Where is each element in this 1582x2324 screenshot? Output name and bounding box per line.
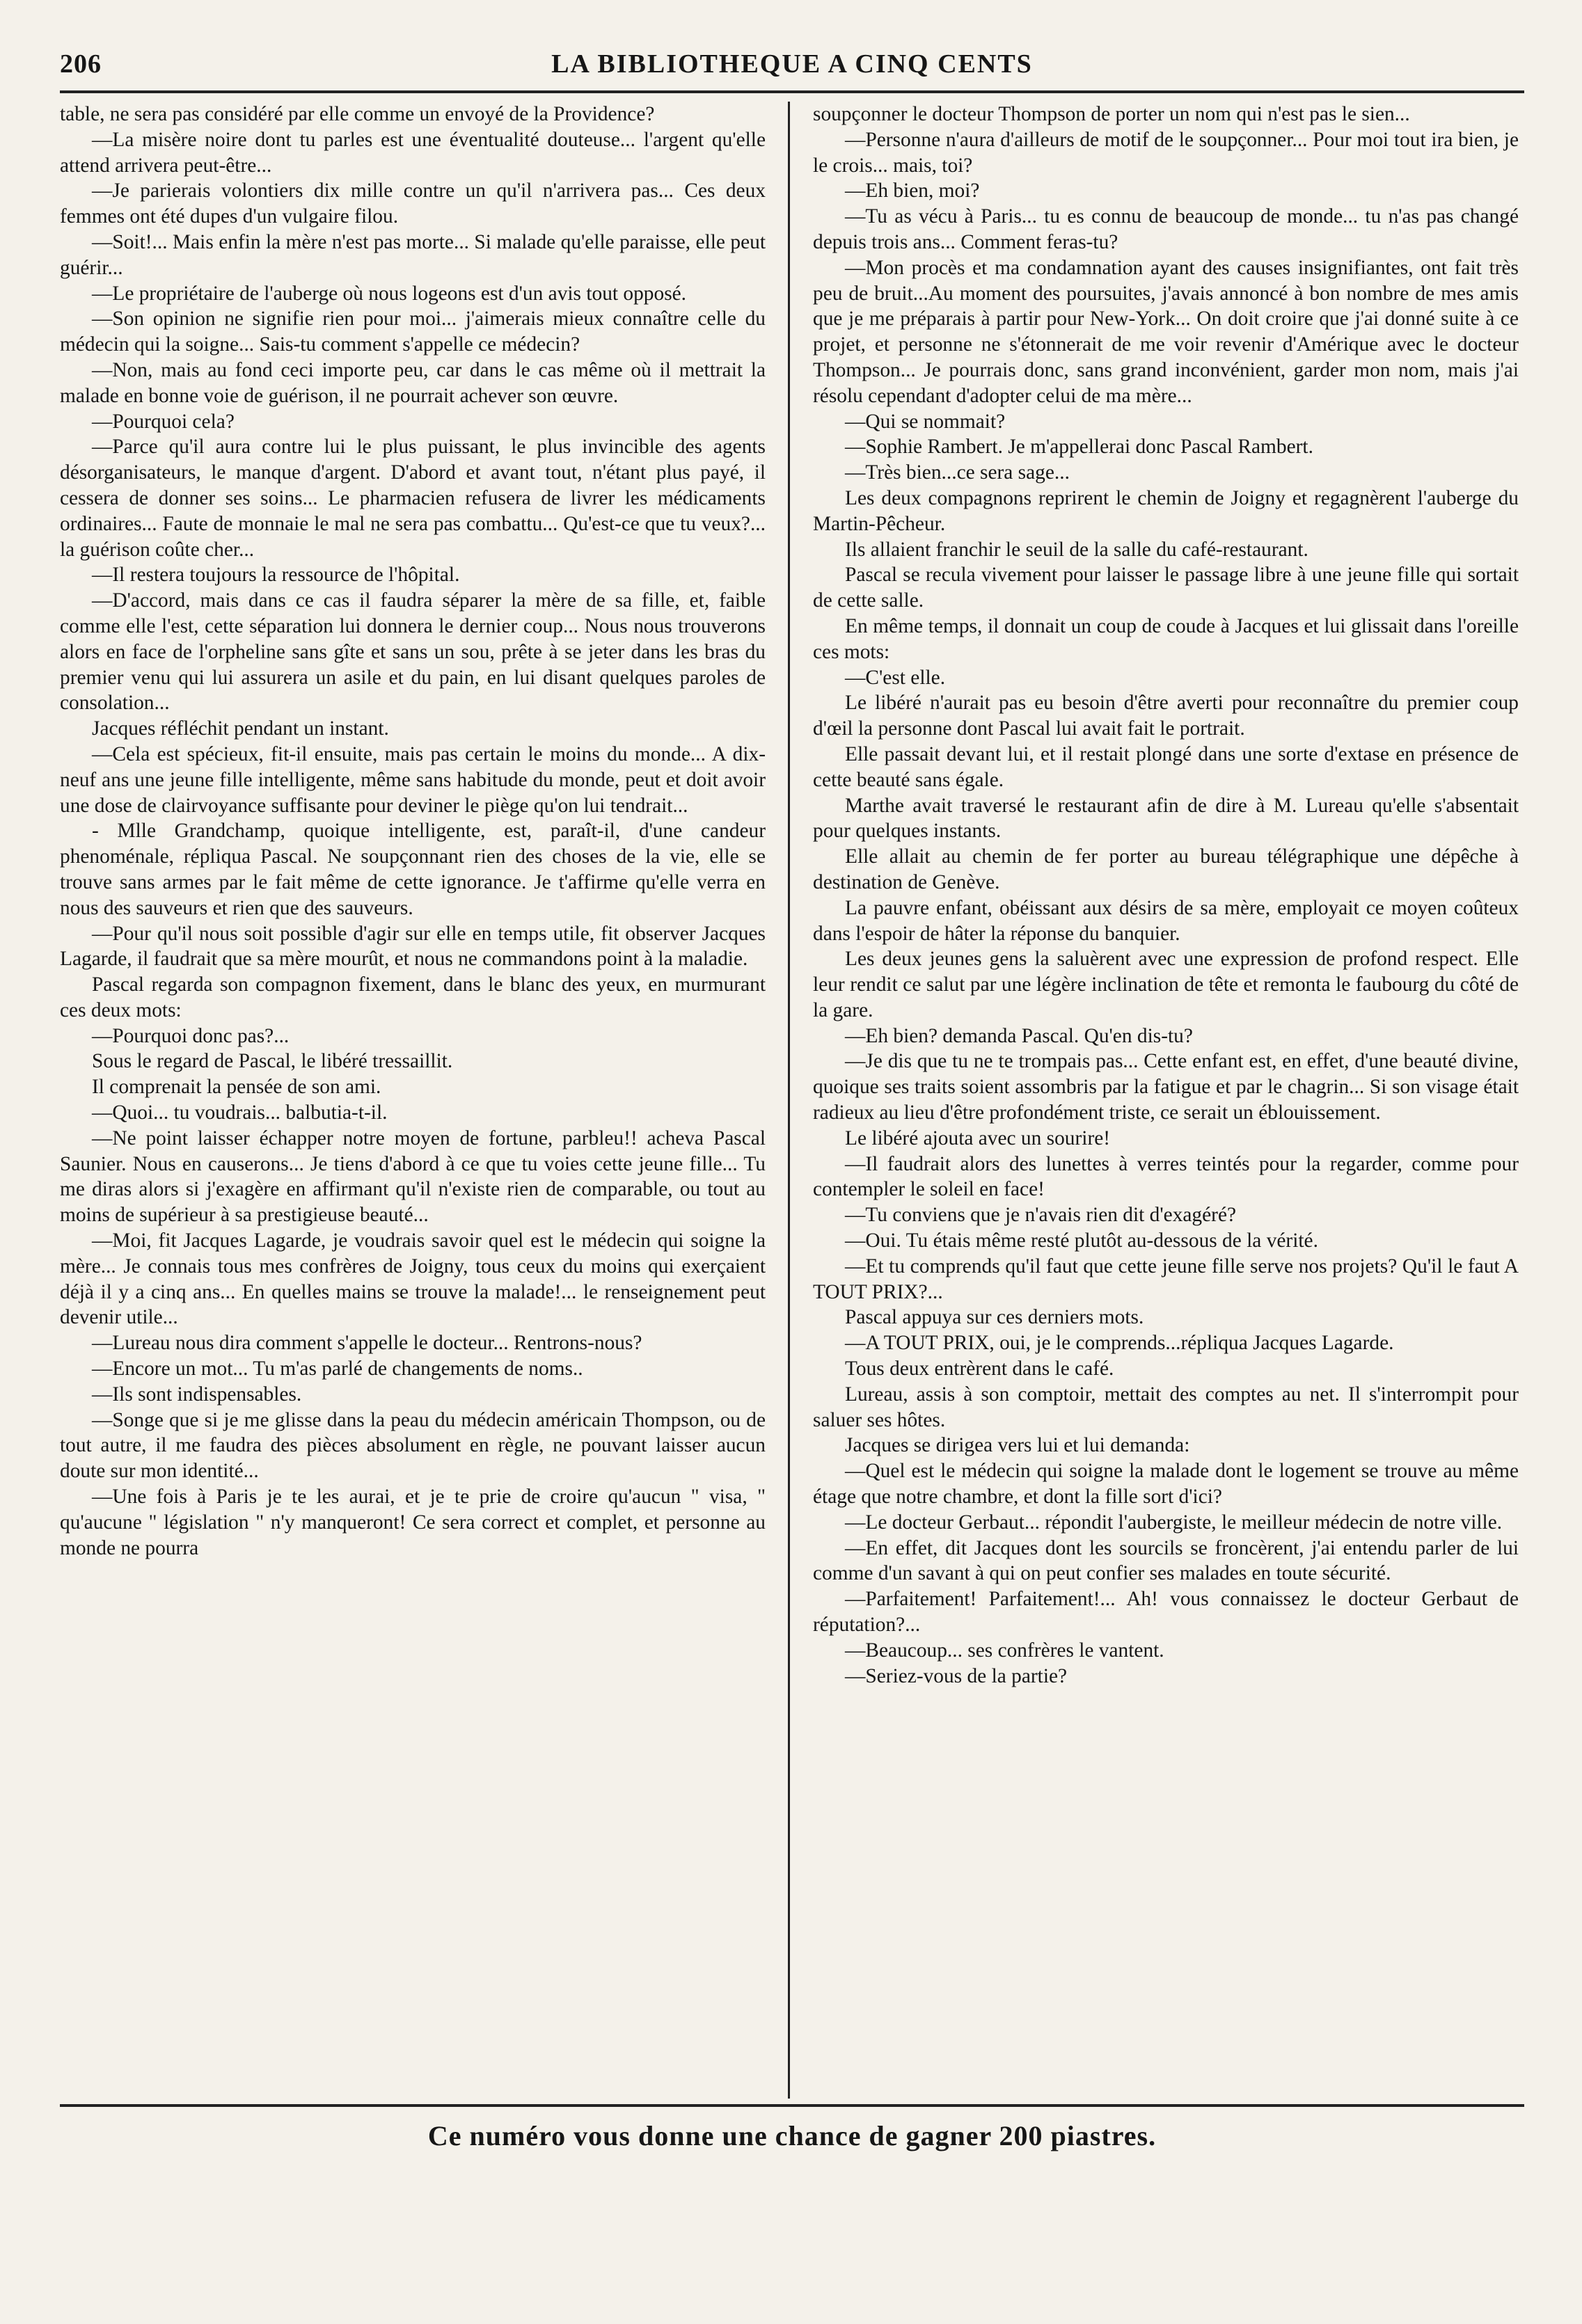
paragraph: —Ne point laisser échapper notre moyen de fortune, parbleu!! acheva Pascal Saunier. Nous en causerons... Je tiens d'abord à ce que tu voies cette jeune fille... Tu me diras alors si j'exagère en affirmant qu'il n'existe rien de comparable, ou tout au moins de supérieur à sa prestigieuse beauté... (60, 1127, 766, 1227)
paragraph: —Seriez-vous de la partie? (845, 1664, 1068, 1687)
paragraph: —Le docteur Gerbaut... répondit l'aubergiste, le meilleur médecin de notre ville. (845, 1511, 1503, 1534)
paragraph: —Tu conviens que je n'avais rien dit d'exagéré? (845, 1204, 1237, 1227)
paragraph: Pascal appuya sur ces derniers mots. (845, 1306, 1144, 1329)
paragraph: Sous le regard de Pascal, le libéré tressaillit. (92, 1050, 453, 1073)
paragraph: —La misère noire dont tu parles est une éventualité douteuse... l'argent qu'elle attend arrivera peut-être... (60, 128, 766, 177)
page-number: 206 (60, 49, 102, 79)
paragraph: soupçonner le docteur Thompson de porter un nom qui n'est pas le sien... (813, 103, 1410, 125)
paragraph: —Beaucoup... ses confrères le vantent. (845, 1639, 1164, 1662)
paragraph: - Mlle Grandchamp, quoique intelligente, est, paraît-il, d'une candeur phenoménale, répliqua Pascal. Ne soupçonnant rien des choses de la vie, elle se trouve sans armes par le fait même de cette ignorance. Je t'affirme qu'elle verra en nous des sauveurs et rien que des sauveurs. (60, 820, 766, 919)
paragraph: Les deux jeunes gens la saluèrent avec une expression de profond respect. Elle leur rendit ce salut par une légère inclination de tête et remonta le faubourg du côté de la gare. (813, 948, 1519, 1021)
paragraph: En même temps, il donnait un coup de coude à Jacques et lui glissait dans l'oreille ces mots: (813, 614, 1519, 663)
paragraph: —Sophie Rambert. Je m'appellerai donc Pascal Rambert. (845, 436, 1313, 459)
paragraph: Tous deux entrèrent dans le café. (845, 1358, 1114, 1380)
paragraph: —Je parierais volontiers dix mille contre un qu'il n'arrivera pas... Ces deux femmes ont été dupes d'un vulgaire filou. (60, 180, 766, 228)
paragraph: Elle passait devant lui, et il restait plongé dans une sorte d'extase en présence de cette beauté sans égale. (813, 742, 1519, 791)
paragraph: —Quel est le médecin qui soigne la malade dont le logement se trouve au même étage que notre chambre, et dont la fille sort d'ici? (813, 1460, 1519, 1509)
column-divider (788, 102, 790, 2099)
paragraph: —Parce qu'il aura contre lui le plus puissant, le plus invincible des agents désorganisateurs, le manque d'argent. D'abord et avant tout, n'étant plus payé, il cessera de donner ses soins... Le pharmacien refusera de livrer les médicaments ordinaires... Faute de monnaie le mal ne sera pas combattu... Qu'est-ce que tu veux?... la guérison coûte cher... (60, 436, 766, 561)
paragraph: —Son opinion ne signifie rien pour moi... j'aimerais mieux connaître celle du médecin qui la soigne... Sais-tu comment s'appelle ce médecin? (60, 308, 766, 356)
paragraph: —C'est elle. (845, 666, 946, 689)
paragraph: —Cela est spécieux, fit-il ensuite, mais pas certain le moins du monde... A dix-neuf ans une jeune fille intelligente, même sans habitude du monde, peut et doit avoir une dose de clairvoyance suffisante pour deviner le piège qu'on lui tendrait... (60, 742, 766, 817)
paragraph: —Eh bien, moi? (845, 180, 980, 202)
paragraph: —Non, mais au fond ceci importe peu, car dans le cas même où il mettrait la malade en bonne voie de guérison, il ne pourrait achever son œuvre. (60, 358, 766, 407)
paragraph: table, ne sera pas considéré par elle comme un envoyé de la Providence? (60, 103, 655, 125)
paragraph: Le libéré ajouta avec un sourire! (845, 1127, 1111, 1149)
paragraph: Le libéré n'aurait pas eu besoin d'être averti pour reconnaître du premier coup d'œil la personne dont Pascal lui avait fait le portrait. (813, 692, 1519, 740)
paragraph: —D'accord, mais dans ce cas il faudra séparer la mère de sa fille, et, faible comme elle l'est, cette séparation lui donnera le dernier coup... Nous nous trouverons alors en face de l'orpheline sans gîte et sans un sou, prête à se jeter dans les bras du premier venu qui lui assurera un asile et du pain, en lui disant quelques paroles de consolation... (60, 589, 766, 715)
paragraph: —Parfaitement! Parfaitement!... Ah! vous connaissez le docteur Gerbaut de réputation?... (813, 1588, 1519, 1637)
page-header (60, 45, 1524, 99)
paragraph: —Lureau nous dira comment s'appelle le docteur... Rentrons-nous? (92, 1332, 642, 1355)
paragraph: Elle allait au chemin de fer porter au bureau télégraphique une dépêche à destination de Genève. (813, 845, 1519, 893)
paragraph: —Moi, fit Jacques Lagarde, je voudrais savoir quel est le médecin qui soigne la mère... Je connais tous mes confrères de Joigny, tous ceux du moins qui exerçaient déjà il y a cinq ans... En quelles mains se trouve la malade!... le renseignement peut devenir utile... (60, 1229, 766, 1329)
paragraph: —Ils sont indispensables. (92, 1383, 302, 1406)
paragraph: —Il restera toujours la ressource de l'hôpital. (92, 564, 460, 587)
paragraph: —Oui. Tu étais même resté plutôt au-dessous de la vérité. (845, 1229, 1318, 1252)
paragraph: Marthe avait traversé le restaurant afin de dire à M. Lureau qu'elle s'absentait pour quelques instants. (813, 794, 1519, 843)
text-columns (60, 102, 1524, 2099)
paragraph: Les deux compagnons reprirent le chemin de Joigny et regagnèrent l'auberge du Martin-Pêcheur. (813, 486, 1519, 535)
paragraph: —Songe que si je me glisse dans la peau du médecin américain Thompson, ou de tout autre, il me faudra des pièces absolument en règle, ne pouvant laisser aucun doute sur mon identité... (60, 1408, 766, 1483)
paragraph: Pascal se recula vivement pour laisser le passage libre à une jeune fille qui sortait de cette salle. (813, 564, 1519, 612)
paragraph: —Il faudrait alors des lunettes à verres teintés pour la regarder, comme pour contempler le soleil en face! (813, 1152, 1519, 1201)
paragraph: Pascal regarda son compagnon fixement, dans le blanc des yeux, en murmurant ces deux mots: (60, 973, 766, 1021)
header-rule (60, 90, 1524, 93)
paragraph: —Une fois à Paris je te les aurai, et je te prie de croire qu'aucun " visa, " qu'aucune " législation " n'y manqueront! Ce sera correct et complet, et personne au monde ne pourra (60, 1486, 766, 1559)
paragraph: Ils allaient franchir le seuil de la salle du café-restaurant. (845, 538, 1308, 561)
paragraph: —A TOUT PRIX, oui, je le comprends...répliqua Jacques Lagarde. (845, 1332, 1394, 1355)
paragraph: —Je dis que tu ne te trompais pas... Cette enfant est, en effet, d'une beauté divine, quoique ses traits soient assombris par la fatigue et par le chagrin... Si son visage était radieux au lieu d'être profondément triste, ce serait un éblouissement. (813, 1050, 1519, 1124)
paragraph: —Pourquoi cela? (92, 410, 235, 433)
paragraph: —En effet, dit Jacques dont les sourcils se froncèrent, j'ai entendu parler de lui comme d'un savant à qui on peut confier ses malades en toute sécurité. (813, 1536, 1519, 1585)
paragraph: Lureau, assis à son comptoir, mettait des comptes au net. Il s'interrompit pour saluer ses hôtes. (813, 1383, 1519, 1431)
paragraph: —Personne n'aura d'ailleurs de motif de le soupçonner... Pour moi tout ira bien, je le crois... mais, toi? (813, 128, 1519, 177)
paragraph: Jacques réfléchit pendant un instant. (92, 717, 389, 740)
paragraph: —Pourquoi donc pas?... (92, 1024, 290, 1047)
paragraph: —Et tu comprends qu'il faut que cette jeune fille serve nos projets? Qu'il le faut A TOUT PRIX?... (813, 1255, 1519, 1303)
paragraph: —Soit!... Mais enfin la mère n'est pas morte... Si malade qu'elle paraisse, elle peut guérir... (60, 230, 766, 279)
paragraph: —Eh bien? demanda Pascal. Qu'en dis-tu? (845, 1024, 1193, 1047)
paragraph: —Quoi... tu voudrais... balbutia-t-il. (92, 1101, 388, 1124)
left-column (60, 102, 766, 2099)
paragraph: —Tu as vécu à Paris... tu es connu de beaucoup de monde... tu n'as pas changé depuis trois ans... Comment feras-tu? (813, 205, 1519, 253)
paragraph: —Qui se nommait? (845, 410, 1006, 433)
footer-note: Ce numéro vous donne une chance de gagner 200 piastres. (427, 2120, 1157, 2151)
paragraph: Jacques se dirigea vers lui et lui demanda: (845, 1434, 1190, 1457)
paragraph: Il comprenait la pensée de son ami. (92, 1076, 381, 1099)
right-column (813, 102, 1519, 2099)
paragraph: —Très bien...ce sera sage... (845, 461, 1070, 484)
paragraph: —Encore un mot... Tu m'as parlé de changements de noms.. (92, 1358, 583, 1380)
paragraph: —Mon procès et ma condamnation ayant des causes insignifiantes, ont fait très peu de bruit...Au moment des poursuites, j'avais annoncé à bon nombre de mes amis que je me préparais à partir pour New-York... On doit croire que j'ai donné suite à ce projet, et personne ne s'étonnerait de me voir revenir d'Amérique avec le docteur Thompson... Je pourrais donc, sans grand inconvénient, garder mon nom, mais j'ai résolu cependant d'adopter celui de ma mère... (813, 256, 1519, 407)
newspaper-page (60, 45, 1524, 2299)
paragraph: —Le propriétaire de l'auberge où nous logeons est d'un avis tout opposé. (92, 282, 687, 305)
paragraph: —Pour qu'il nous soit possible d'agir sur elle en temps utile, fit observer Jacques Lagarde, il faudrait que sa mère mourût, et nous ne commandons point à la maladie. (60, 922, 766, 971)
paragraph: La pauvre enfant, obéissant aux désirs de sa mère, employait ce moyen coûteux dans l'espoir de hâter la réponse du banquier. (813, 896, 1519, 945)
running-head: LA BIBLIOTHEQUE A CINQ CENTS (551, 49, 1033, 79)
footer-rule (60, 2104, 1524, 2107)
